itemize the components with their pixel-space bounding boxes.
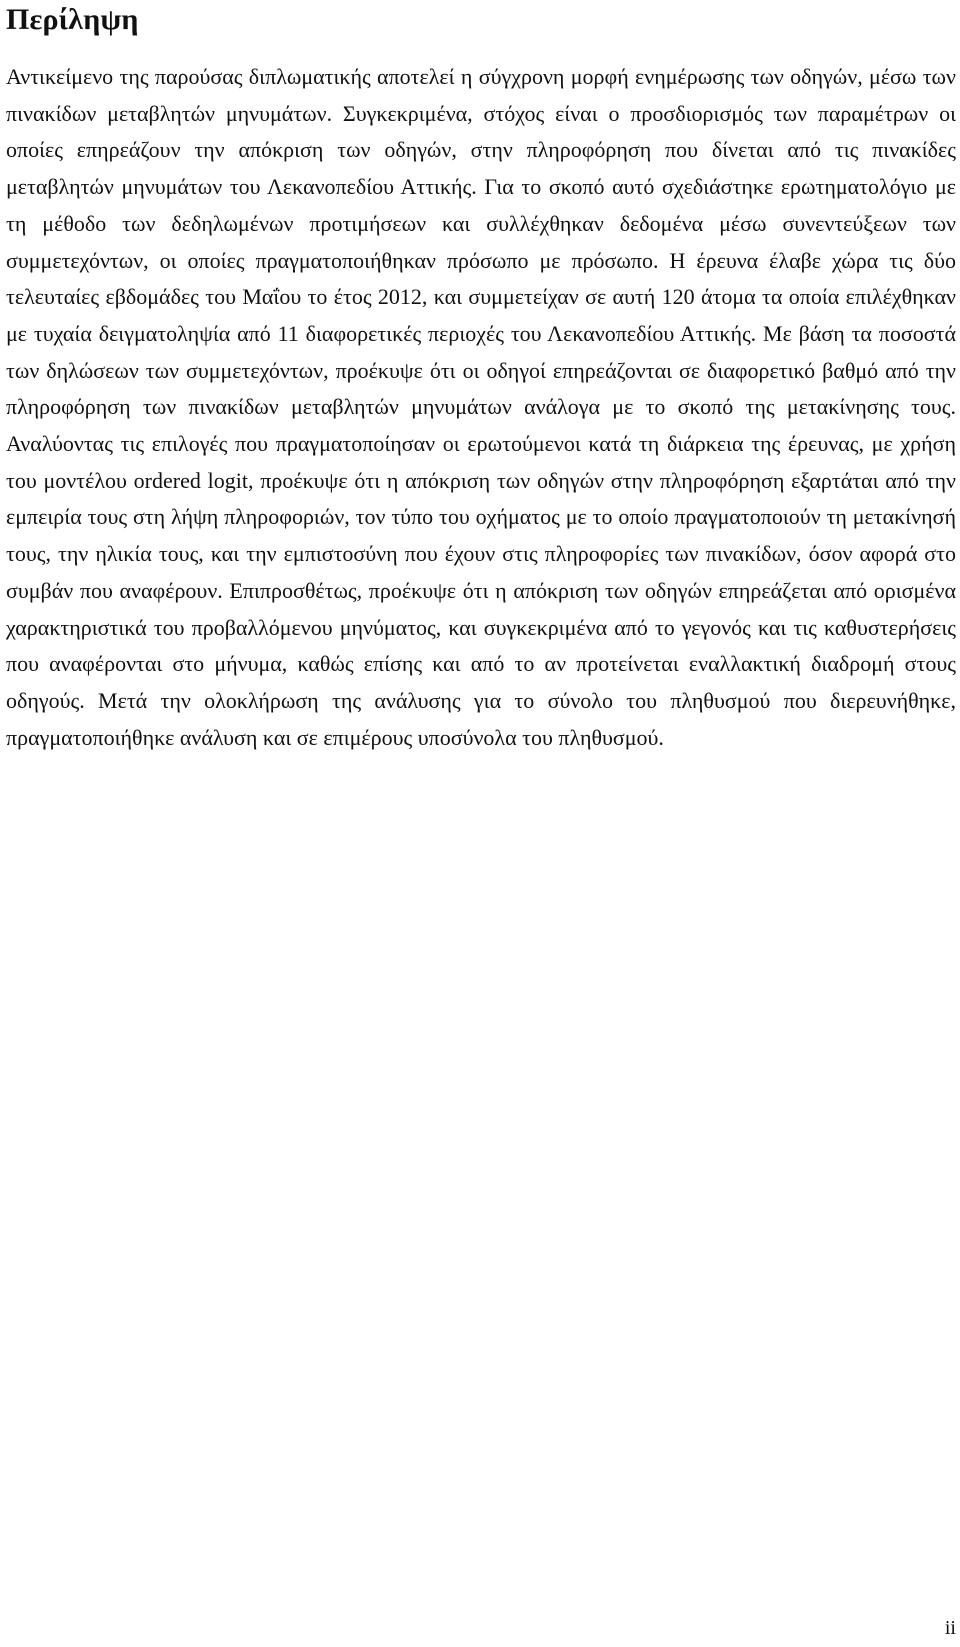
document-page [6, 0, 956, 1647]
page-number: ii [944, 1617, 956, 1639]
abstract-paragraph: Αντικείμενο της παρούσας διπλωματικής αποτελεί η σύγχρονη μορφή ενημέρωσης των οδηγών, μέσω των πινακίδων μεταβλητών μηνυμάτων. Συγκεκριμένα, στόχος είναι ο προσδιορισμός των παραμέτρων οι οποίες επηρεάζουν την απόκριση των οδηγών, στην πληροφόρηση που δίνεται από τις πινακίδες μεταβλητών μηνυμάτων του Λεκανοπεδίου Αττικής. Για το σκοπό αυτό σχεδιάστηκε ερωτηματολόγιο με τη μέθοδο των δεδηλωμένων προτιμήσεων και συλλέχθηκαν δεδομένα μέσω συνεντεύξεων των συμμετεχόντων, οι οποίες πραγματοποιήθηκαν πρόσωπο με πρόσωπο. Η έρευνα έλαβε χώρα τις δύο τελευταίες εβδομάδες του Μαΐου το έτος 2012, και συμμετείχαν σε αυτή 120 άτομα τα οποία επιλέχθηκαν με τυχαία δειγματοληψία από 11 διαφορετικές περιοχές του Λεκανοπεδίου Αττικής. Με βάση τα ποσοστά των δηλώσεων των συμμετεχόντων, προέκυψε ότι οι οδηγοί επηρεάζονται σε διαφορετικό βαθμό από την πληροφόρηση των πινακίδων μεταβλητών μηνυμάτων ανάλογα με το σκοπό της μετακίνησης τους. Αναλύοντας τις επιλογές που πραγματοποίησαν οι ερωτούμενοι κατά τη διάρκεια της έρευνας, με χρήση του μοντέλου ordered logit, προέκυψε ότι η απόκριση των οδηγών στην πληροφόρηση εξαρτάται από την εμπειρία τους στη λήψη πληροφοριών, τον τύπο του οχήματος με το οποίο πραγματοποιούν τη μετακίνησή τους, την ηλικία τους, και την εμπιστοσύνη που έχουν στις πληροφορίες των πινακίδων, όσον αφορά στο συμβάν που αναφέρουν. Επιπροσθέτως, προέκυψε ότι η απόκριση των οδηγών επηρεάζεται από ορισμένα χαρακτηριστικά του προβαλλόμενου μηνύματος, και συγκεκριμένα από το γεγονός και τις καθυστερήσεις που αναφέρονται στο μήνυμα, καθώς επίσης και από το αν προτείνεται εναλλακτική διαδρομή στους οδηγούς. Μετά την ολοκλήρωση της ανάλυσης για το σύνολο του πληθυσμού που διερευνήθηκε, πραγματοποιήθηκε ανάλυση και σε επιμέρους υποσύνολα του πληθυσμού. [6, 64, 956, 750]
section-heading: Περίληψη [6, 3, 139, 36]
